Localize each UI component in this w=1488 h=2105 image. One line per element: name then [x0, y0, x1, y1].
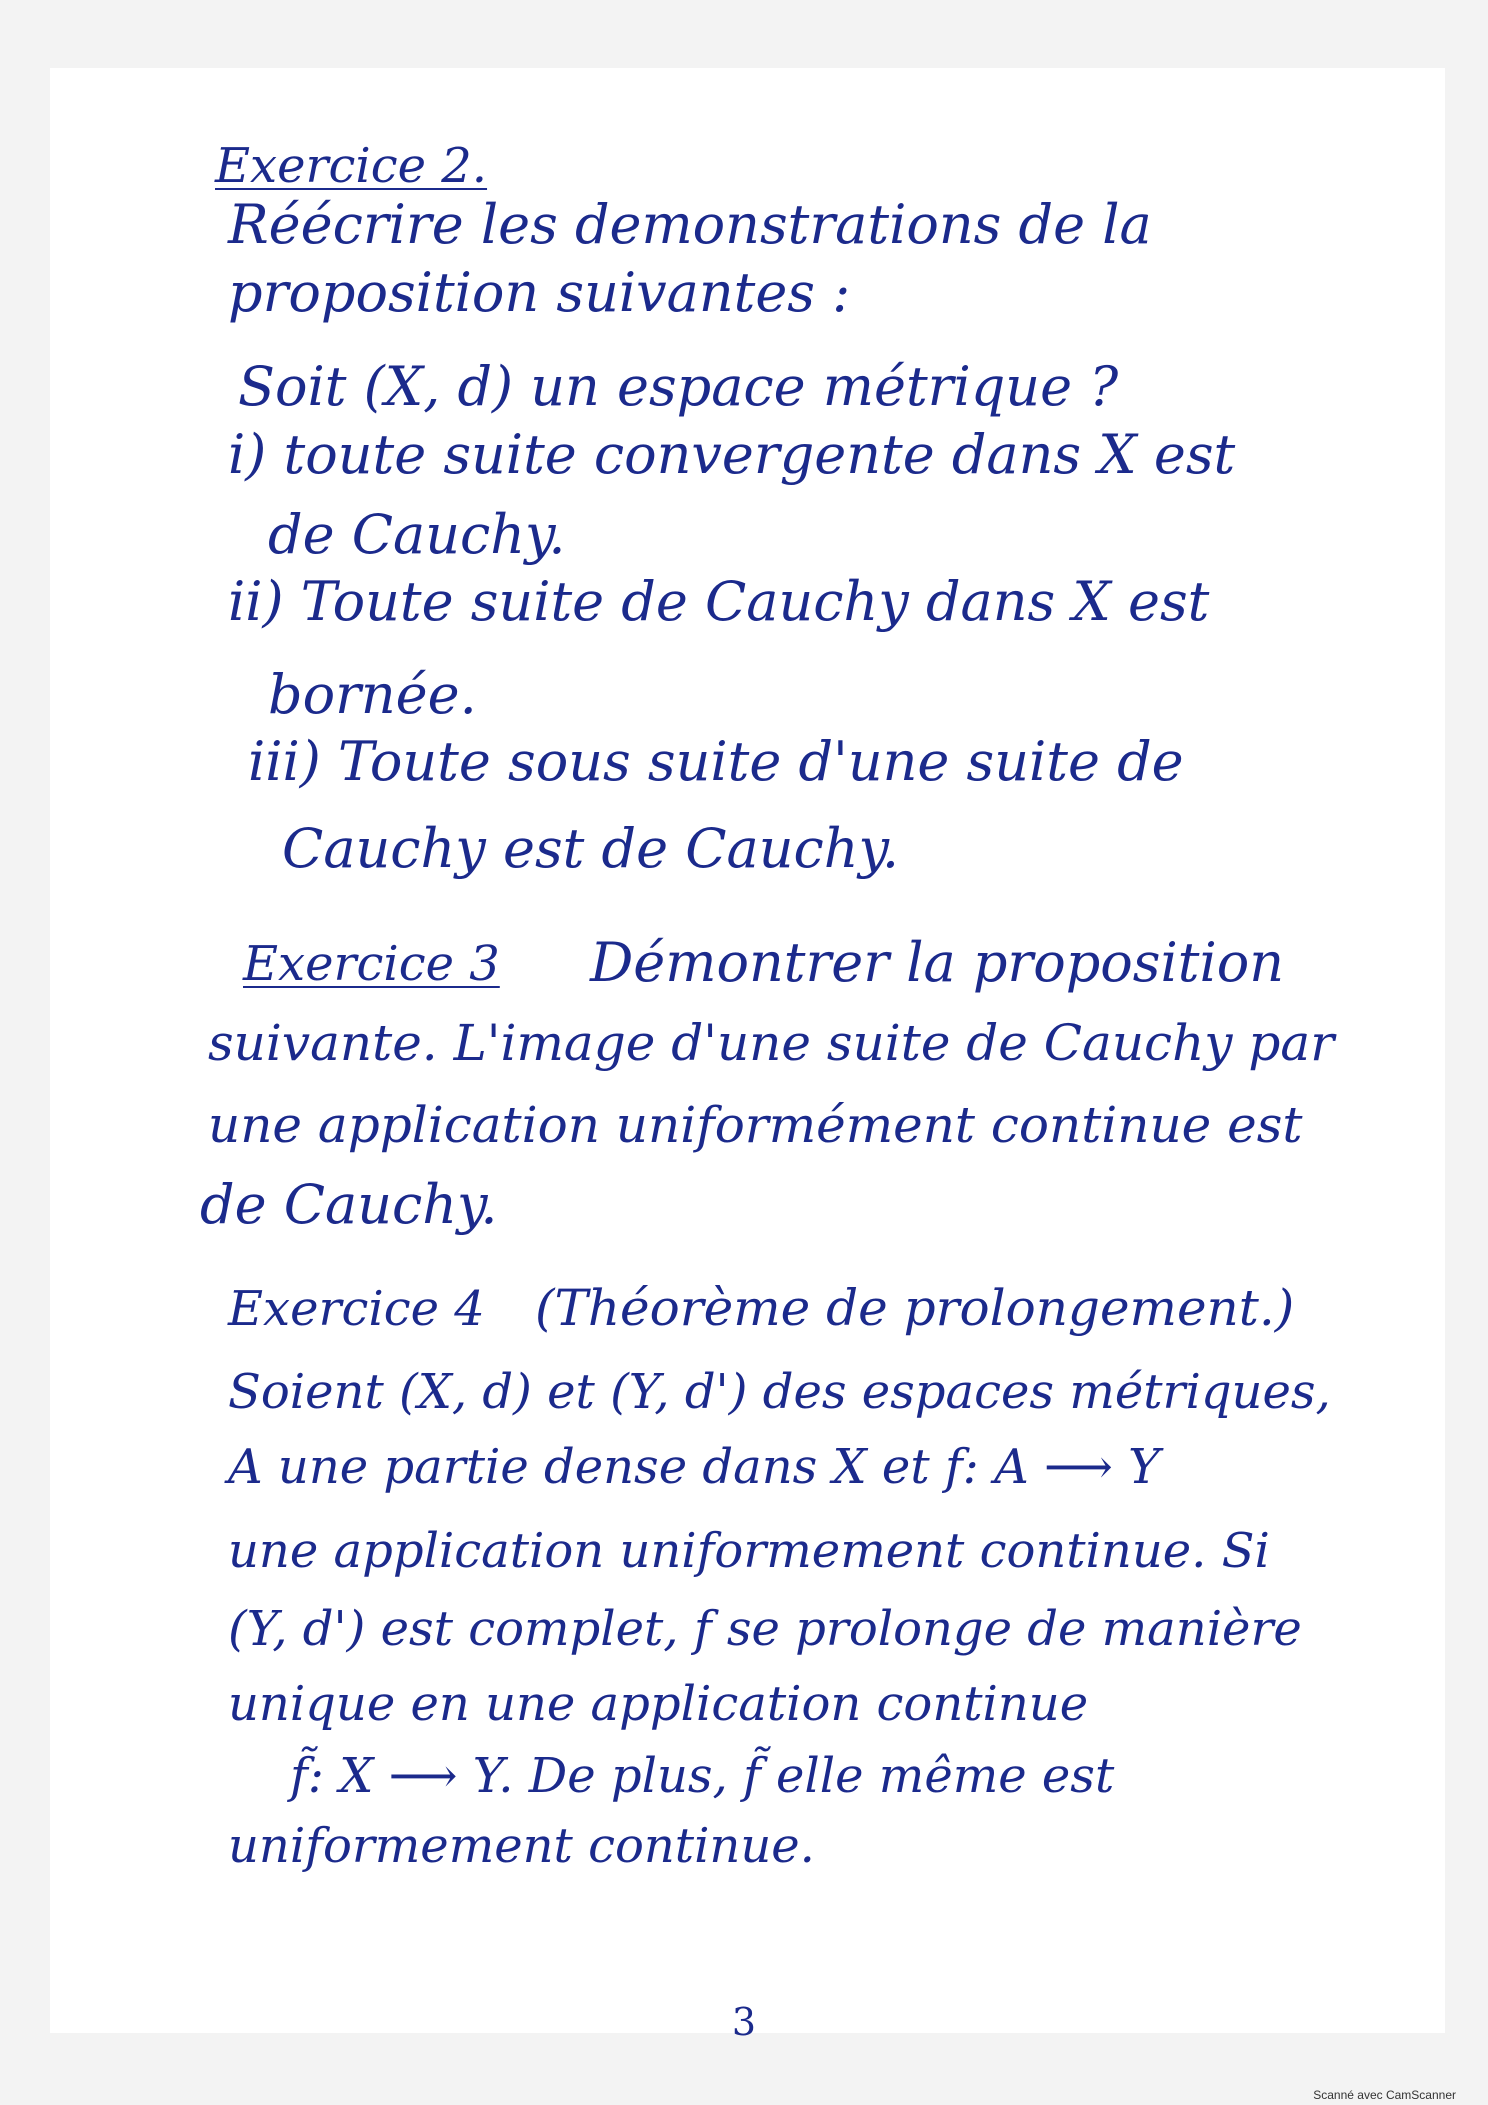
exercise-2-line: bornée. — [268, 663, 477, 726]
exercise-2-line: Cauchy est de Cauchy. — [282, 817, 900, 880]
exercise-4-title: Exercice 4 — [228, 1281, 485, 1337]
scanner-watermark: Scanné avec CamScanner — [1313, 2088, 1456, 2102]
exercise-4-line: uniformement continue. — [228, 1818, 815, 1874]
exercise-2-title: Exercice 2. — [215, 138, 488, 194]
exercise-3-title: Exercice 3 — [243, 936, 500, 992]
exercise-2-line: de Cauchy. — [268, 503, 566, 566]
exercise-4-line: (Y, d') est complet, f se prolonge de manière — [228, 1601, 1302, 1657]
exercise-2-line: ii) Toute suite de Cauchy dans X est — [228, 570, 1210, 633]
exercise-2-line: Soit (X, d) un espace métrique ? — [238, 355, 1119, 418]
exercise-4-line: une application uniformement continue. Si — [228, 1523, 1270, 1579]
exercise-2-line: i) toute suite convergente dans X est — [228, 423, 1236, 486]
exercise-4-line: f̃: X ⟶ Y. De plus, f̃ elle même est — [290, 1748, 1115, 1804]
exercise-2-line: proposition suivantes : — [228, 261, 851, 324]
exercise-3-line: suivante. L'image d'une suite de Cauchy par — [208, 1014, 1335, 1072]
exercise-4-line: unique en une application continue — [228, 1676, 1089, 1732]
exercise-3-line: de Cauchy. — [200, 1173, 498, 1236]
exercise-4-line: A une partie dense dans X et f: A ⟶ Y — [228, 1439, 1160, 1495]
page-number: 3 — [731, 2000, 757, 2044]
exercise-4-subtitle: (Théorème de prolongement.) — [535, 1279, 1295, 1337]
exercise-3-line: une application uniformément continue est — [208, 1096, 1303, 1154]
exercise-4-line: Soient (X, d) et (Y, d') des espaces métriques, — [228, 1364, 1331, 1420]
exercise-3-line: Démontrer la proposition — [590, 931, 1285, 994]
exercise-2-line: iii) Toute sous suite d'une suite de — [248, 730, 1184, 793]
exercise-2-line: Réécrire les demonstrations de la — [228, 193, 1152, 256]
